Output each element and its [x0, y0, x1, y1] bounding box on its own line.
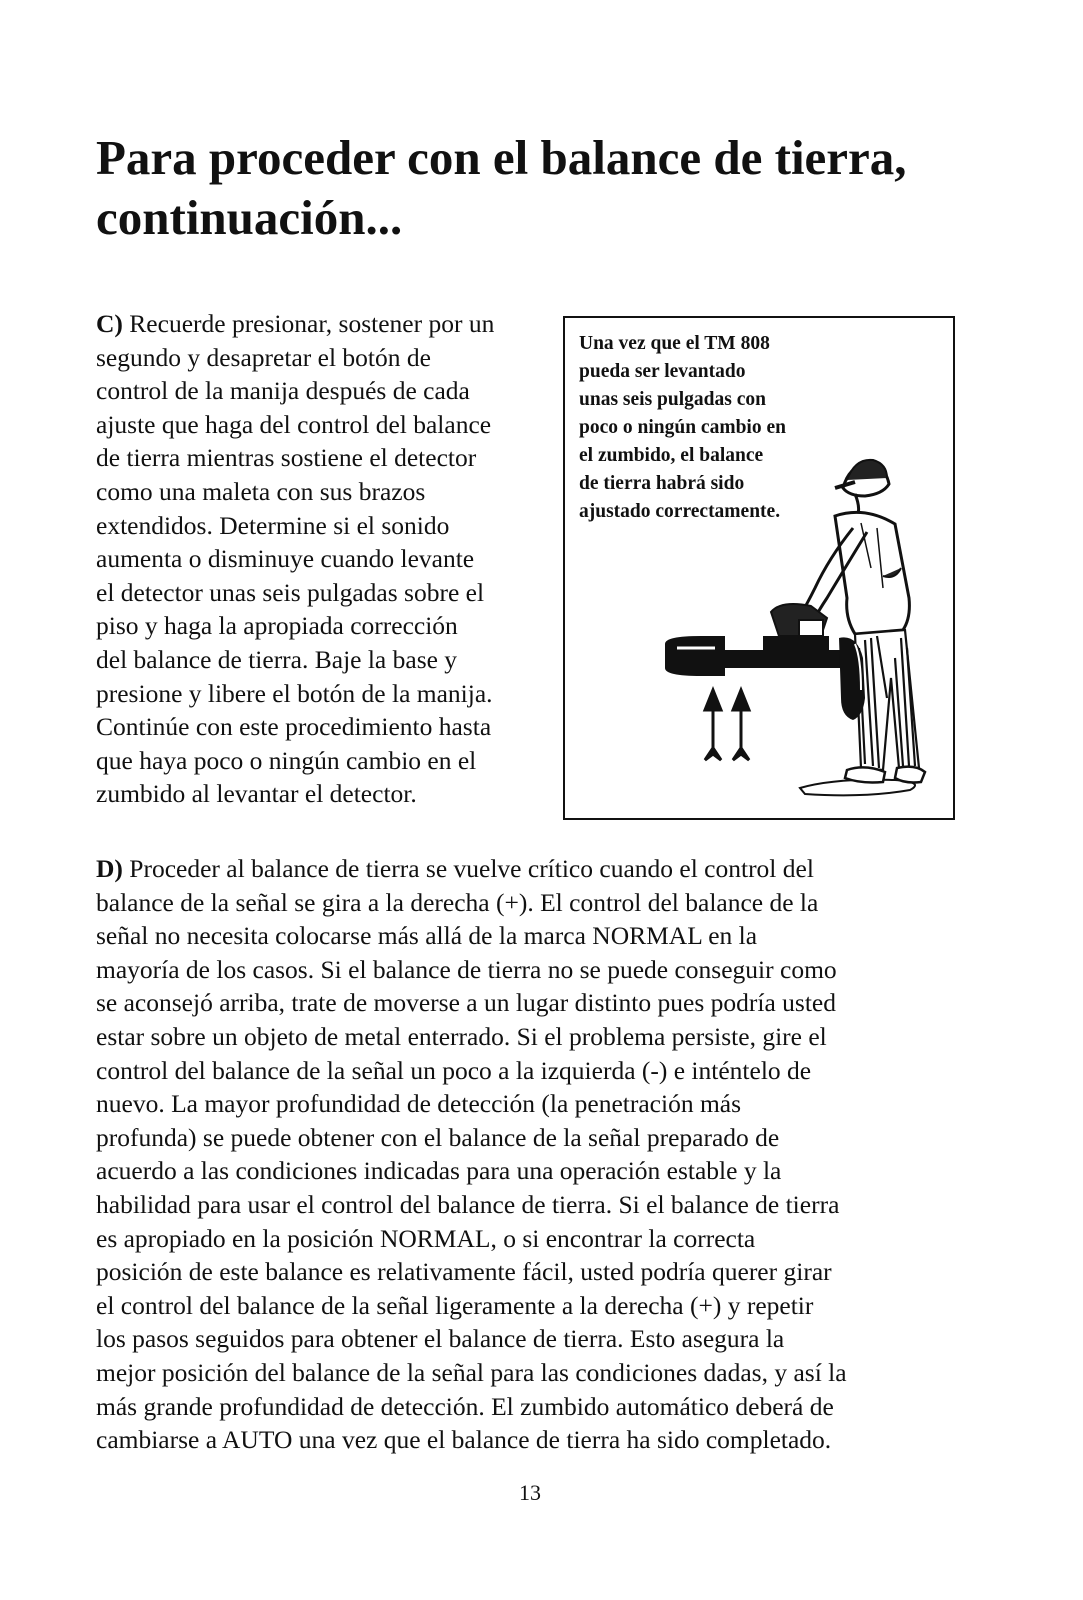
page-title	[96, 128, 996, 248]
paragraph-c-line: que haya poco o ningún cambio en el	[96, 745, 477, 775]
paragraph-d-line: posición de este balance es relativamente fácil, usted podría querer girar	[96, 1257, 832, 1287]
paragraph-c-line: control de la manija después de cada	[96, 376, 470, 406]
paragraph-d-line: profunda) se puede obtener con el balance de la señal preparado de	[96, 1122, 780, 1152]
caption-line: unas seis pulgadas con	[579, 389, 766, 410]
page-number: 13	[519, 1480, 541, 1505]
caption-line: Una vez que el TM 808	[579, 333, 770, 354]
caption-line: poco o ningún cambio en	[579, 417, 786, 438]
paragraph-c	[96, 307, 546, 811]
paragraph-d-line: control del balance de la señal un poco a la izquierda (-) e inténtelo de	[96, 1055, 812, 1085]
paragraph-d-line: el control del balance de la señal ligeramente a la derecha (+) y repetir	[96, 1290, 814, 1320]
caption-line: pueda ser levantado	[579, 361, 746, 382]
paragraph-d-line: D) Proceder al balance de tierra se vuelve crítico cuando el control del	[96, 854, 814, 883]
paragraph-c-line: el detector unas seis pulgadas sobre el	[96, 577, 485, 607]
paragraph-c-line: extendidos. Determine si el sonido	[96, 510, 450, 540]
paragraph-d-line: nuevo. La mayor profundidad de detección (la penetración más	[96, 1089, 742, 1119]
paragraph-d-line: estar sobre un objeto de metal enterrado. Si el problema persiste, gire el	[96, 1021, 827, 1051]
figure-caption	[579, 330, 879, 526]
paragraph-d	[96, 852, 956, 1457]
paragraph-d-line: cambiarse a AUTO una vez que el balance de tierra ha sido completado.	[96, 1425, 832, 1455]
section-marker-c: C)	[96, 309, 123, 338]
paragraph-c-line: piso y haga la apropiada corrección	[96, 611, 458, 641]
paragraph-d-line: balance de la señal se gira a la derecha (+). El control del balance de la	[96, 887, 819, 917]
caption-line: el zumbido, el balance	[579, 445, 764, 466]
paragraph-c-line: Continúe con este procedimiento hasta	[96, 712, 492, 742]
title-line-1: Para proceder con el balance de tierra,	[96, 130, 907, 185]
paragraph-d-line: se aconsejó arriba, trate de moverse a un lugar distinto pues podría usted	[96, 988, 836, 1018]
paragraph-d-line: señal no necesita colocarse más allá de la marca NORMAL en la	[96, 921, 758, 951]
paragraph-c-line: zumbido al levantar el detector.	[96, 779, 417, 809]
paragraph-d-line: mayoría de los casos. Si el balance de tierra no se puede conseguir como	[96, 954, 837, 984]
paragraph-c-line: presione y libere el botón de la manija.	[96, 678, 493, 708]
paragraph-c-line: ajuste que haga del control del balance	[96, 409, 492, 439]
title-line-2: continuación...	[96, 190, 403, 245]
paragraph-d-line: acuerdo a las condiciones indicadas para una operación estable y la	[96, 1156, 782, 1186]
paragraph-d-line: es apropiado en la posición NORMAL, o si encontrar la correcta	[96, 1223, 756, 1253]
paragraph-d-line: mejor posición del balance de la señal para las condiciones dadas, y así la	[96, 1357, 847, 1387]
paragraph-c-line: C) Recuerde presionar, sostener por un	[96, 309, 495, 338]
paragraph-c-line: de tierra mientras sostiene el detector	[96, 443, 477, 473]
caption-line: ajustado correctamente.	[579, 501, 781, 522]
section-marker-d: D)	[96, 854, 123, 883]
paragraph-c-line: del balance de tierra. Baje la base y	[96, 644, 458, 674]
caption-line: de tierra habrá sido	[579, 473, 745, 494]
paragraph-d-line: más grande profundidad de detección. El zumbido automático deberá de	[96, 1391, 834, 1421]
paragraph-d-line: habilidad para usar el control del balance de tierra. Si el balance de tierra	[96, 1189, 840, 1219]
paragraph-d-line: los pasos seguidos para obtener el balance de tierra. Esto asegura la	[96, 1324, 785, 1354]
paragraph-c-line: segundo y desapretar el botón de	[96, 342, 431, 372]
paragraph-c-line: aumenta o disminuye cuando levante	[96, 544, 475, 574]
paragraph-c-line: como una maleta con sus brazos	[96, 476, 426, 506]
figure-box	[563, 316, 955, 820]
